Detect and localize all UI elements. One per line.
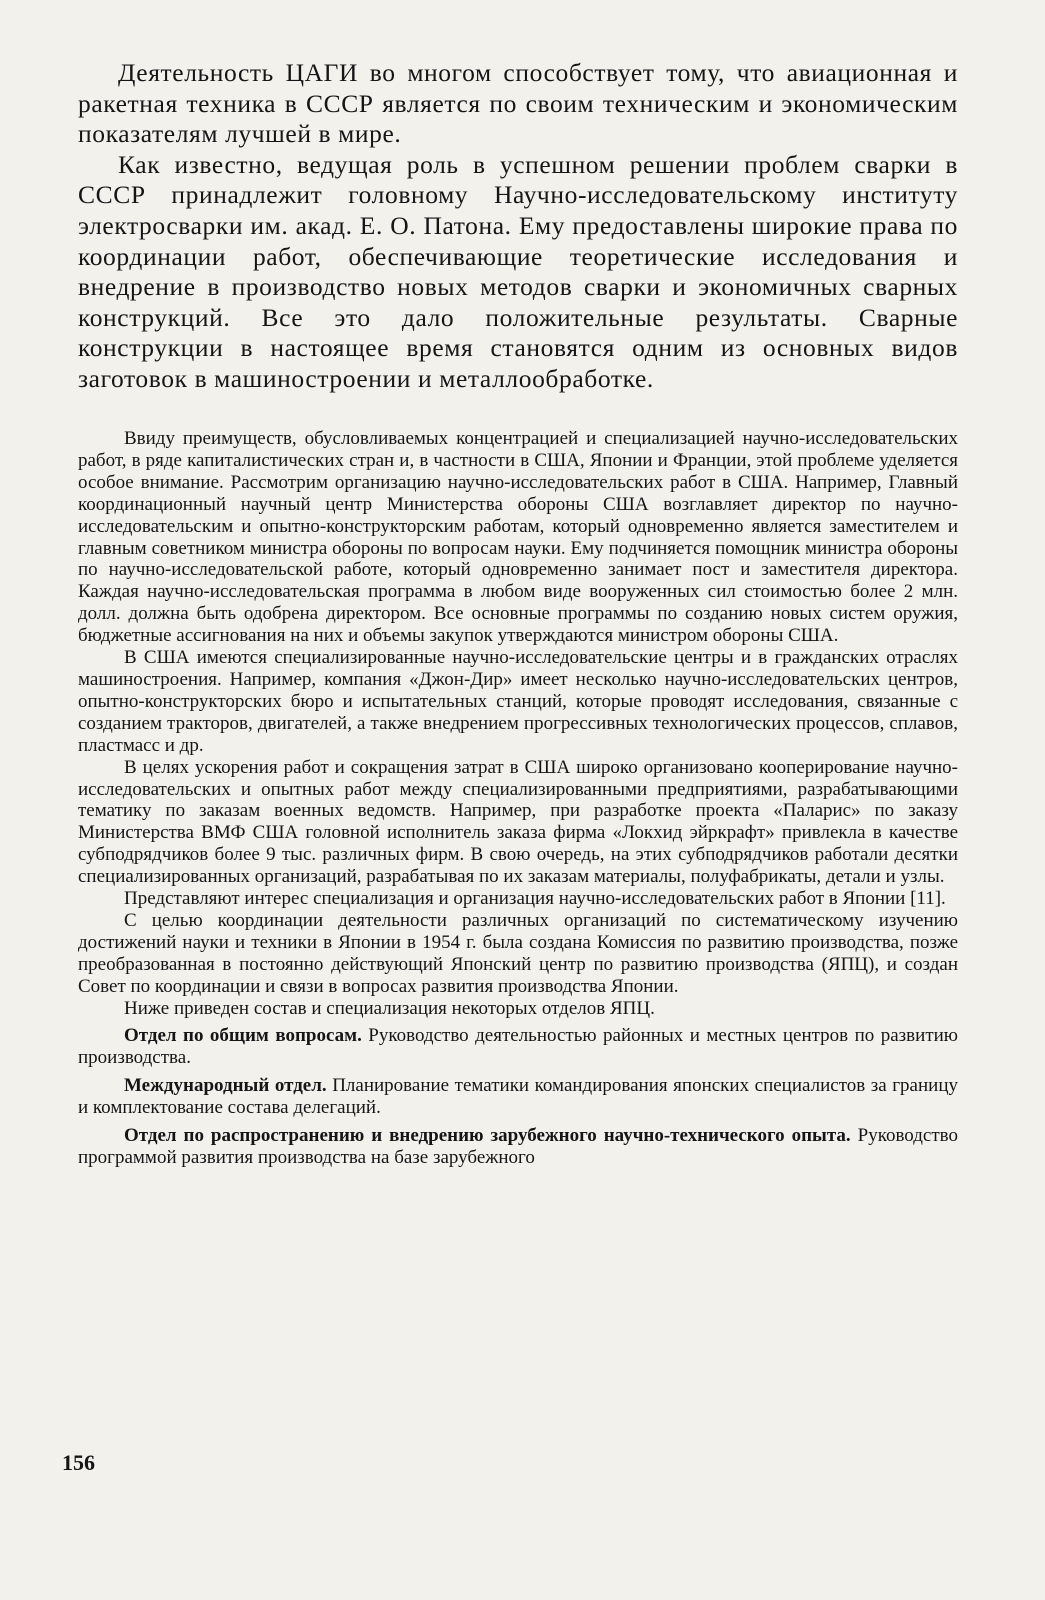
- main-section: [78, 428, 958, 1169]
- department-foreign-experience-text: Руководство программой развития производства на базе зарубежного: [78, 1125, 958, 1168]
- department-foreign-experience: [78, 1125, 958, 1169]
- department-foreign-experience-title: Отдел по распространению и внедрению зарубежного научно-технического опыта.: [124, 1125, 851, 1147]
- department-general-title: Отдел по общим вопросам.: [124, 1025, 362, 1047]
- paragraph-usa-civil: В США имеются специализированные научно-исследовательские центры и в гражданских отраслях машиностроения. Например, компания «Джон-Дир» имеет несколько научно-исследовательских центров, опытно-конструкторских бюро и испытательных станций, которые проводят исследования, связанные с созданием тракторов, двигателей, а также внедрением прогрессивных технологических процессов, сплавов, пластмасс и др.: [78, 647, 958, 756]
- intro-section: [78, 58, 958, 395]
- paragraph-usa-defense: Ввиду преимуществ, обусловливаемых концентрацией и специализацией научно-исследовательских работ, в ряде капиталистических стран и, в частности в США, Японии и Франции, этой проблеме уделяется особое внимание. Рассмотрим организацию научно-исследовательских работ в США. Например, Главный координационный научный центр Министерства обороны США возглавляет директор по научно-исследовательским и опытно-конструкторским работам, который одновременно является заместителем и главным советником министра обороны по вопросам науки. Ему подчиняется помощник министра обороны по научно-исследовательской работе, который одновременно занимает пост и заместителя директора. Каждая научно-исследовательская программа в любом виде вооруженных сил стоимостью более 2 млн. долл. должна быть одобрена директором. Все основные программы по созданию новых систем оружия, бюджетные ассигнования на них и объемы закупок утверждаются министром обороны США.: [78, 428, 958, 647]
- department-general-text: Руководство деятельностью районных и местных центров по развитию производства.: [78, 1025, 958, 1069]
- page-number: 156: [62, 1450, 95, 1475]
- intro-paragraph-tsagi: Деятельность ЦАГИ во многом способствует тому, что авиационная и ракетная техника в СССР является по своим техническим и экономическим показателям лучшей в мире.: [78, 58, 958, 149]
- department-international-text: Планирование тематики командирования японских специалистов за границу и комплектование состава делегаций.: [78, 1075, 958, 1119]
- paragraph-departments-intro: Ниже приведен состав и специализация некоторых отделов ЯПЦ.: [124, 997, 655, 1019]
- paragraph-japan-intro: Представляют интерес специализация и организация научно-исследовательских работ в Японии [11].: [124, 888, 946, 910]
- paragraph-usa-cooperation: В целях ускорения работ и сокращения затрат в США широко организовано кооперирование научно-исследовательских и опытных работ между специализированными предприятиями, разрабатывающими тематику по заказам военных ведомств. Например, при разработке проекта «Паларис» по заказу Министерства ВМФ США головной исполнитель заказа фирма «Локхид эйркрафт» привлекла в качестве субподрядчиков более 9 тыс. различных фирм. В свою очередь, на этих субподрядчиков работали десятки специализированных организаций, разрабатывая по их заказам материалы, полуфабрикаты, детали и узлы.: [78, 756, 958, 888]
- paragraph-japan-center: С целью координации деятельности различных организаций по систематическому изучению достижений науки и техники в Японии в 1954 г. была создана Комиссия по развитию производства, позже преобразованная в постоянно действующий Японский центр по развитию производства (ЯПЦ), и создан Совет по координации и связи в вопросах развития производства Японии.: [78, 909, 958, 997]
- department-international: [78, 1075, 958, 1119]
- intro-paragraph-welding: Как известно, ведущая роль в успешном решении проблем сварки в СССР принадлежит головному Научно-исследовательскому институту электросварки им. акад. Е. О. Патона. Ему предоставлены широкие права по координации работ, обеспечивающие теоретические исследования и внедрение в производство новых методов сварки и экономичных сварных конструкций. Все это дало положительные результаты. Сварные конструкции в настоящее время становятся одним из основных видов заготовок в машиностроении и металлообработке.: [78, 149, 958, 393]
- department-international-title: Международный отдел.: [124, 1075, 327, 1097]
- department-general: [78, 1025, 958, 1069]
